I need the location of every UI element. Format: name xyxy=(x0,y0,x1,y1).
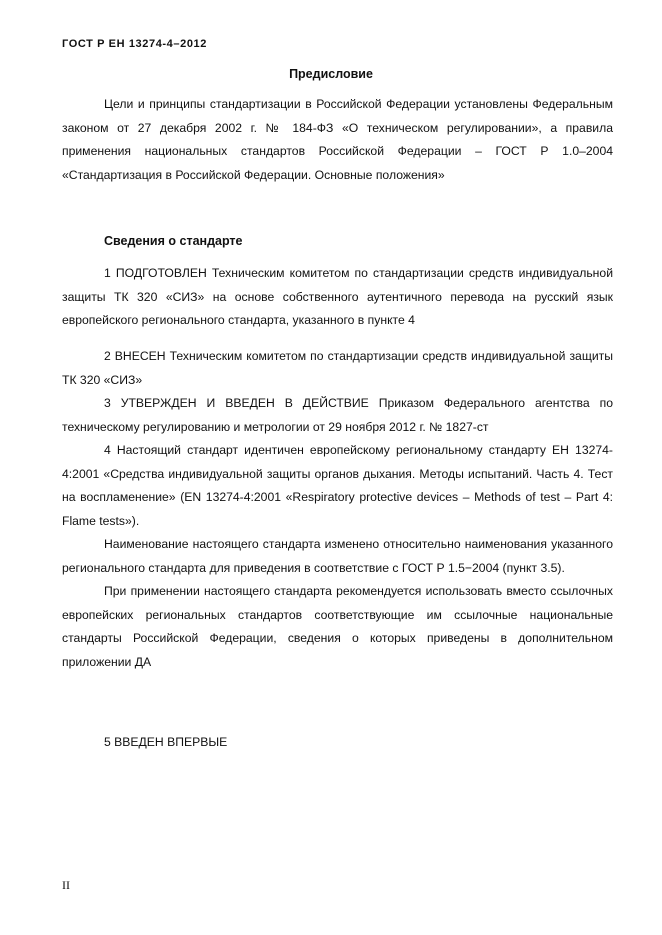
item-5-block xyxy=(62,731,613,755)
item-4-paragraph: 4 Настоящий стандарт идентичен европейскому региональному стандарту ЕН 13274-4:2001 «Средства индивидуальной защиты органов дыхания. Методы испытаний. Часть 4. Тест на воспламенение» (EN 13274-4:2001 «Respiratory protective devices – Methods of test – Part 4: Flame tests»). xyxy=(62,443,613,528)
item-1-paragraph: 1 ПОДГОТОВЛЕН Техническим комитетом по стандартизации средств индивидуальной защиты ТК 320 «СИЗ» на основе собственного аутентичного перевода на русский язык европейского регионального стандарта, указанного в пункте 4 xyxy=(62,266,613,327)
item-4-note-1: Наименование настоящего стандарта изменено относительно наименования указанного регионального стандарта для приведения в соответствие с ГОСТ Р 1.5−2004 (пункт 3.5). xyxy=(62,537,613,575)
items-2-4-block xyxy=(62,345,613,674)
item-5-paragraph: 5 ВВЕДЕН ВПЕРВЫЕ xyxy=(104,735,228,749)
page-number: II xyxy=(62,878,70,892)
page-title: Предисловие xyxy=(289,67,373,81)
section-heading: Сведения о стандарте xyxy=(104,234,243,248)
document-code-header: ГОСТ Р ЕН 13274-4–2012 xyxy=(62,38,207,50)
item-3-paragraph: 3 УТВЕРЖДЕН И ВВЕДЕН В ДЕЙСТВИЕ Приказом Федерального агентства по техническому регулированию и метрологии от 29 ноября 2012 г. № 1827-ст xyxy=(62,396,613,434)
intro-paragraph: Цели и принципы стандартизации в Российской Федерации установлены Федеральным законом от 27 декабря 2002 г. № 184-ФЗ «О техническом регулировании», а правила применения национальных стандартов Российской Федерации – ГОСТ Р 1.0–2004 «Стандартизация в Российской Федерации. Основные положения» xyxy=(62,97,613,182)
item-1-block xyxy=(62,262,613,333)
item-4-note-2: При применении настоящего стандарта рекомендуется использовать вместо ссылочных европейских региональных стандартов соответствующие им ссылочные национальные стандарты Российской Федерации, сведения о которых приведены в дополнительном приложении ДА xyxy=(62,584,613,669)
standard-info-block xyxy=(62,230,613,254)
item-2-paragraph: 2 ВНЕСЕН Техническим комитетом по стандартизации средств индивидуальной защиты ТК 320 «СИЗ» xyxy=(62,349,613,387)
intro-block xyxy=(62,93,613,187)
